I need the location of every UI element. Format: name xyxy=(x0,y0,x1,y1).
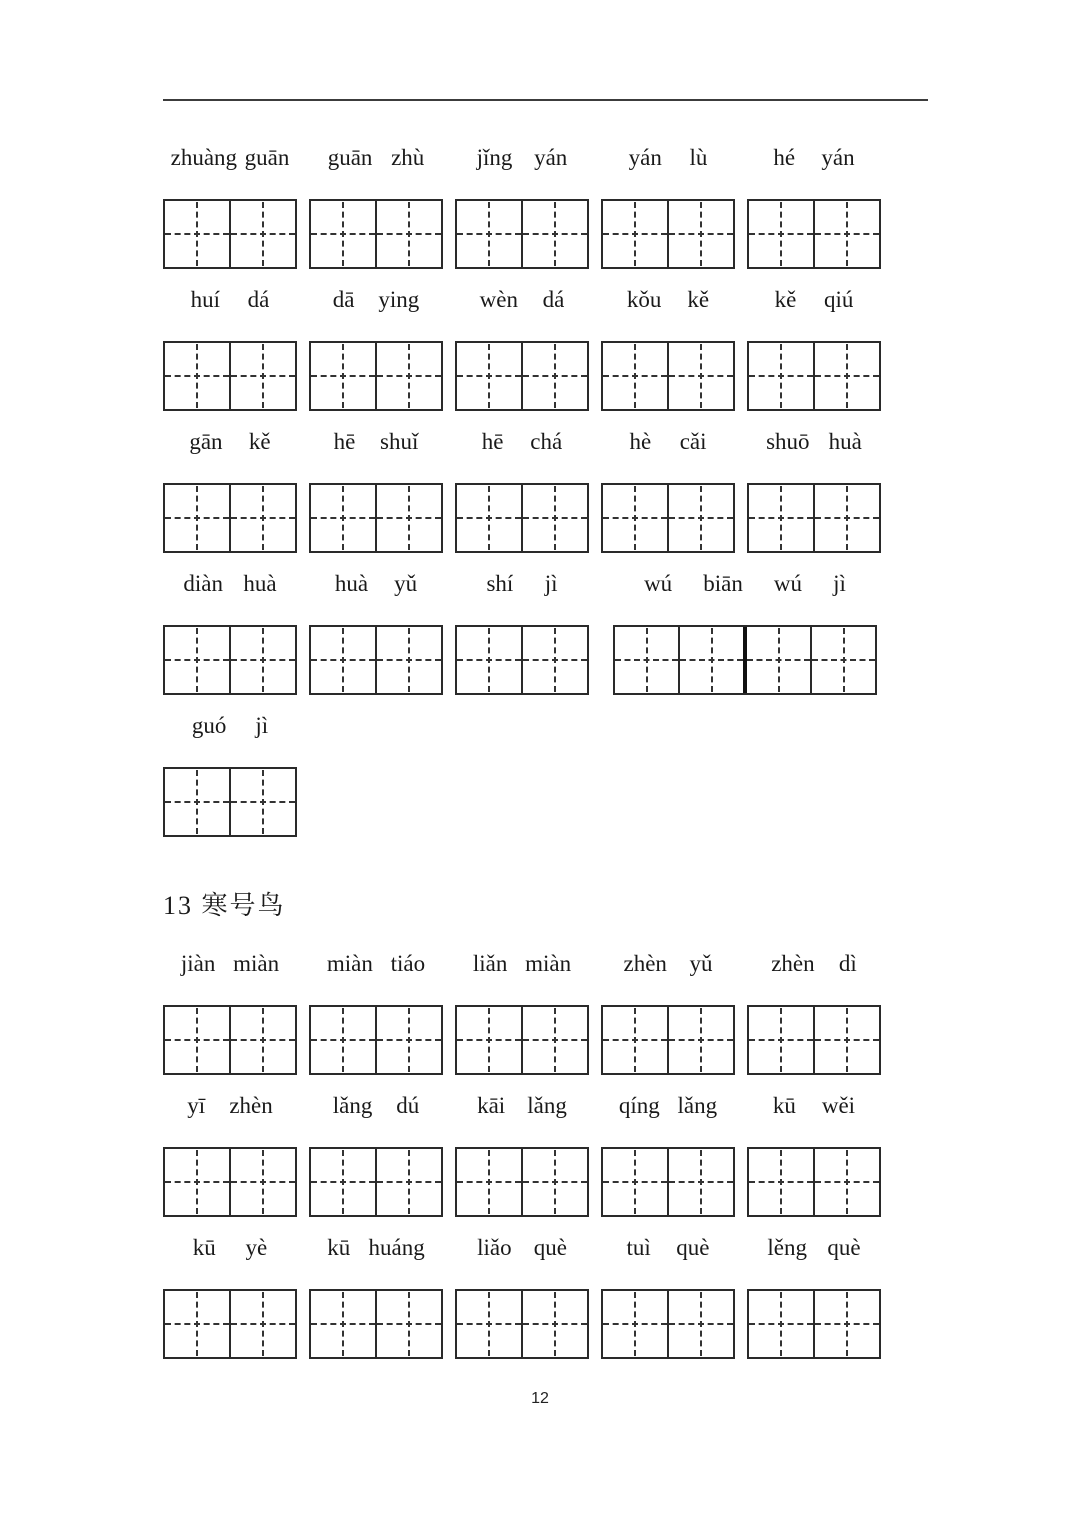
grid-cell xyxy=(229,485,295,551)
pinyin-word xyxy=(309,143,443,173)
writing-grid xyxy=(455,625,589,695)
grid-cell xyxy=(743,627,810,693)
pinyin-word xyxy=(163,427,297,457)
word-group xyxy=(163,1233,297,1359)
pinyin-word xyxy=(309,427,443,457)
grid-cell xyxy=(457,343,521,409)
pinyin-syllable: kū xyxy=(772,1093,796,1118)
pinyin-syllable: cǎi xyxy=(679,429,707,454)
pinyin-syllable: qiú xyxy=(823,287,854,312)
pinyin-syllable: biān xyxy=(703,571,743,596)
pinyin-word xyxy=(163,143,297,173)
word-group xyxy=(747,427,881,553)
pinyin-syllable: zhèn xyxy=(229,1093,273,1118)
pinyin-syllable: huáng xyxy=(368,1235,425,1260)
grid-cell xyxy=(521,1007,587,1073)
grid-cell xyxy=(749,343,813,409)
grid-cell xyxy=(813,201,879,267)
pinyin-syllable: dú xyxy=(396,1093,420,1118)
grid-cell xyxy=(375,485,441,551)
word-group xyxy=(455,1091,589,1217)
pinyin-syllable: jì xyxy=(544,571,558,596)
grid-cell xyxy=(521,1149,587,1215)
word-group xyxy=(601,143,735,269)
grid-cell xyxy=(521,627,587,693)
pinyin-word xyxy=(455,1233,589,1263)
writing-grid xyxy=(601,483,735,553)
grid-cell xyxy=(813,1291,879,1357)
word-row xyxy=(163,1091,889,1217)
word-group xyxy=(455,285,589,411)
grid-cell xyxy=(229,201,295,267)
grid-cell xyxy=(311,485,375,551)
pinyin-syllable: jǐng xyxy=(476,145,513,170)
writing-grid xyxy=(747,483,881,553)
pinyin-syllable: tiáo xyxy=(390,951,426,976)
pinyin-syllable: què xyxy=(533,1235,567,1260)
pinyin-word xyxy=(455,569,589,599)
worksheet-content xyxy=(163,143,889,1375)
pinyin-syllable: yǔ xyxy=(394,571,418,596)
pinyin-syllable: diàn xyxy=(183,571,223,596)
grid-cell xyxy=(229,769,295,835)
pinyin-syllable: jiàn xyxy=(180,951,216,976)
word-group xyxy=(613,569,877,695)
pinyin-syllable: hē xyxy=(481,429,504,454)
writing-grid xyxy=(309,1289,443,1359)
pinyin-word xyxy=(747,1091,881,1121)
word-group xyxy=(455,427,589,553)
grid-cell xyxy=(457,485,521,551)
grid-cell xyxy=(311,1007,375,1073)
pinyin-syllable: guān xyxy=(327,145,373,170)
grid-cell xyxy=(165,1149,229,1215)
pinyin-syllable: miàn xyxy=(525,951,572,976)
pinyin-syllable: yán xyxy=(821,145,855,170)
pinyin-syllable: guó xyxy=(191,713,227,738)
word-group xyxy=(601,1091,735,1217)
grid-cell xyxy=(375,1149,441,1215)
writing-grid xyxy=(163,199,297,269)
word-group xyxy=(747,949,881,1075)
grid-cell xyxy=(749,1149,813,1215)
grid-cell xyxy=(165,627,229,693)
word-group xyxy=(747,1091,881,1217)
pinyin-syllable: liǎn xyxy=(472,951,508,976)
grid-cell xyxy=(311,201,375,267)
grid-cell xyxy=(667,343,733,409)
grid-cell xyxy=(603,485,667,551)
pinyin-syllable: yǔ xyxy=(689,951,713,976)
grid-cell xyxy=(521,485,587,551)
section-header: 13 寒号鸟 xyxy=(163,891,286,920)
pinyin-syllable: miàn xyxy=(233,951,280,976)
word-group xyxy=(163,143,297,269)
grid-cell xyxy=(678,627,743,693)
pinyin-syllable: qíng xyxy=(618,1093,660,1118)
pinyin-word xyxy=(455,949,589,979)
word-group xyxy=(309,143,443,269)
header-rule xyxy=(163,99,928,101)
pinyin-word xyxy=(601,285,735,315)
pinyin-syllable: yán xyxy=(534,145,568,170)
grid-cell xyxy=(457,627,521,693)
word-group xyxy=(747,1233,881,1359)
pinyin-syllable: kě xyxy=(687,287,710,312)
grid-cell xyxy=(165,201,229,267)
pinyin-word xyxy=(309,1233,443,1263)
pinyin-syllable: kū xyxy=(327,1235,351,1260)
word-row xyxy=(163,1233,889,1359)
page-number: 12 xyxy=(531,1390,549,1407)
pinyin-syllable: gān xyxy=(189,429,223,454)
pinyin-syllable: kāi xyxy=(477,1093,506,1118)
pinyin-syllable: dì xyxy=(838,951,857,976)
writing-grid xyxy=(601,1147,735,1217)
pinyin-syllable: lù xyxy=(689,145,708,170)
writing-grid xyxy=(747,199,881,269)
writing-grid xyxy=(163,625,297,695)
grid-cell xyxy=(603,1291,667,1357)
grid-cell xyxy=(813,343,879,409)
writing-grid xyxy=(601,1005,735,1075)
grid-cell xyxy=(813,485,879,551)
grid-cell xyxy=(165,769,229,835)
pinyin-syllable: tuì xyxy=(626,1235,651,1260)
pinyin-syllable: què xyxy=(827,1235,861,1260)
pinyin-syllable: chá xyxy=(530,429,563,454)
pinyin-word xyxy=(309,1091,443,1121)
writing-grid xyxy=(309,341,443,411)
pinyin-syllable: shí xyxy=(486,571,514,596)
grid-cell xyxy=(813,1007,879,1073)
pinyin-syllable: què xyxy=(676,1235,710,1260)
pinyin-syllable: shuǐ xyxy=(380,429,419,454)
grid-cell xyxy=(603,343,667,409)
pinyin-word xyxy=(309,285,443,315)
pinyin-syllable: wèn xyxy=(479,287,518,312)
word-row xyxy=(163,949,889,1075)
grid-cell xyxy=(229,627,295,693)
grid-cell xyxy=(615,627,678,693)
writing-grid xyxy=(163,1005,297,1075)
pinyin-syllable: miàn xyxy=(326,951,373,976)
pinyin-word xyxy=(163,569,297,599)
grid-cell xyxy=(667,1007,733,1073)
pinyin-syllable: lǎng xyxy=(332,1093,373,1118)
writing-grid xyxy=(747,1289,881,1359)
pinyin-syllable: yè xyxy=(245,1235,268,1260)
grid-cell xyxy=(229,1007,295,1073)
word-group xyxy=(309,1233,443,1359)
pinyin-syllable: zhù xyxy=(391,145,425,170)
grid-cell xyxy=(667,201,733,267)
grid-cell xyxy=(375,627,441,693)
word-row xyxy=(163,285,889,411)
grid-cell xyxy=(457,1007,521,1073)
grid-cell xyxy=(749,201,813,267)
writing-grid xyxy=(601,1289,735,1359)
pinyin-syllable: dá xyxy=(247,287,270,312)
pinyin-word xyxy=(163,711,297,741)
pinyin-word xyxy=(455,1091,589,1121)
pinyin-syllable: huà xyxy=(828,429,862,454)
pinyin-word xyxy=(747,143,881,173)
grid-cell xyxy=(165,1291,229,1357)
pinyin-syllable: guān xyxy=(244,145,290,170)
word-group xyxy=(455,143,589,269)
grid-cell xyxy=(165,1007,229,1073)
word-group xyxy=(309,427,443,553)
word-group xyxy=(163,711,297,837)
grid-cell xyxy=(375,201,441,267)
pinyin-syllable: wěi xyxy=(821,1093,856,1118)
writing-grid xyxy=(309,625,443,695)
grid-cell xyxy=(311,1149,375,1215)
pinyin-syllable: zhèn xyxy=(623,951,667,976)
grid-cell xyxy=(311,343,375,409)
writing-grid xyxy=(613,625,877,695)
grid-cell xyxy=(311,627,375,693)
pinyin-word xyxy=(613,569,877,599)
pinyin-syllable: zhuàng xyxy=(170,145,238,170)
pinyin-word xyxy=(455,427,589,457)
writing-grid xyxy=(455,1005,589,1075)
word-group xyxy=(601,285,735,411)
grid-cell xyxy=(603,1149,667,1215)
writing-grid xyxy=(455,1289,589,1359)
grid-cell xyxy=(229,1291,295,1357)
word-group xyxy=(163,569,297,695)
writing-grid xyxy=(309,483,443,553)
word-group xyxy=(163,427,297,553)
pinyin-syllable: wú xyxy=(773,571,803,596)
word-group xyxy=(163,1091,297,1217)
writing-grid xyxy=(455,1147,589,1217)
pinyin-word xyxy=(747,427,881,457)
pinyin-syllable: hé xyxy=(773,145,796,170)
pinyin-word xyxy=(309,569,443,599)
word-group xyxy=(309,949,443,1075)
pinyin-syllable: wú xyxy=(644,571,673,596)
pinyin-syllable: hē xyxy=(333,429,356,454)
word-group xyxy=(747,285,881,411)
word-group xyxy=(601,1233,735,1359)
writing-grid xyxy=(747,1005,881,1075)
pinyin-syllable: yī xyxy=(187,1093,206,1118)
pinyin-word xyxy=(747,285,881,315)
pinyin-word xyxy=(163,285,297,315)
pinyin-syllable: liǎo xyxy=(477,1235,512,1260)
pinyin-syllable: lěng xyxy=(767,1235,807,1260)
grid-cell xyxy=(749,485,813,551)
pinyin-syllable: dā xyxy=(332,287,355,312)
pinyin-syllable: zhèn xyxy=(771,951,815,976)
grid-cell xyxy=(165,485,229,551)
pinyin-syllable: kǒu xyxy=(626,287,662,312)
grid-cell xyxy=(165,343,229,409)
writing-grid xyxy=(163,767,297,837)
pinyin-syllable: huà xyxy=(334,571,369,596)
word-group xyxy=(455,569,589,695)
writing-grid xyxy=(163,1147,297,1217)
grid-cell xyxy=(521,1291,587,1357)
word-row xyxy=(163,427,889,553)
pinyin-syllable: dá xyxy=(542,287,565,312)
word-row xyxy=(163,143,889,269)
grid-cell xyxy=(813,1149,879,1215)
grid-cell xyxy=(667,1291,733,1357)
pinyin-syllable: huà xyxy=(243,571,277,596)
writing-grid xyxy=(163,483,297,553)
pinyin-word xyxy=(163,949,297,979)
pinyin-word xyxy=(455,143,589,173)
grid-cell xyxy=(457,1291,521,1357)
grid-cell xyxy=(375,1007,441,1073)
pinyin-word xyxy=(601,1091,735,1121)
grid-cell xyxy=(667,1149,733,1215)
word-group xyxy=(601,427,735,553)
grid-cell xyxy=(749,1007,813,1073)
grid-cell xyxy=(521,201,587,267)
word-group xyxy=(163,285,297,411)
grid-cell xyxy=(311,1291,375,1357)
pinyin-syllable: jì xyxy=(833,571,846,596)
grid-cell xyxy=(667,485,733,551)
pinyin-syllable: lǎng xyxy=(677,1093,718,1118)
grid-cell xyxy=(521,343,587,409)
word-group xyxy=(747,143,881,269)
pinyin-word xyxy=(601,1233,735,1263)
grid-cell xyxy=(457,201,521,267)
word-group xyxy=(163,949,297,1075)
pinyin-word xyxy=(601,427,735,457)
writing-grid xyxy=(455,341,589,411)
writing-grid xyxy=(601,199,735,269)
pinyin-word xyxy=(455,285,589,315)
word-group xyxy=(455,1233,589,1359)
grid-cell xyxy=(810,627,875,693)
pinyin-syllable: huí xyxy=(190,287,221,312)
writing-grid xyxy=(747,341,881,411)
grid-cell xyxy=(457,1149,521,1215)
word-group xyxy=(455,949,589,1075)
pinyin-word xyxy=(601,143,735,173)
word-group xyxy=(309,285,443,411)
writing-grid xyxy=(309,199,443,269)
grid-cell xyxy=(749,1291,813,1357)
writing-grid xyxy=(455,483,589,553)
writing-grid xyxy=(309,1147,443,1217)
pinyin-syllable: hè xyxy=(629,429,652,454)
grid-cell xyxy=(603,201,667,267)
writing-grid xyxy=(747,1147,881,1217)
pinyin-syllable: kě xyxy=(774,287,797,312)
pinyin-syllable: shuō xyxy=(766,429,810,454)
writing-grid xyxy=(163,1289,297,1359)
pinyin-word xyxy=(163,1091,297,1121)
pinyin-syllable: jì xyxy=(255,713,269,738)
word-row xyxy=(163,569,889,695)
word-row xyxy=(163,711,889,837)
pinyin-word xyxy=(309,949,443,979)
pinyin-word xyxy=(747,1233,881,1263)
grid-cell xyxy=(229,1149,295,1215)
writing-grid xyxy=(309,1005,443,1075)
word-group xyxy=(601,949,735,1075)
writing-grid xyxy=(455,199,589,269)
pinyin-syllable: kě xyxy=(248,429,271,454)
word-group xyxy=(309,569,443,695)
pinyin-syllable: ying xyxy=(378,287,420,312)
writing-grid xyxy=(163,341,297,411)
grid-cell xyxy=(375,343,441,409)
pinyin-word xyxy=(601,949,735,979)
grid-cell xyxy=(229,343,295,409)
word-group xyxy=(309,1091,443,1217)
writing-grid xyxy=(601,341,735,411)
grid-cell xyxy=(375,1291,441,1357)
pinyin-syllable: kū xyxy=(192,1235,216,1260)
pinyin-syllable: yán xyxy=(628,145,662,170)
grid-cell xyxy=(603,1007,667,1073)
pinyin-word xyxy=(747,949,881,979)
pinyin-syllable: lǎng xyxy=(527,1093,567,1118)
pinyin-word xyxy=(163,1233,297,1263)
